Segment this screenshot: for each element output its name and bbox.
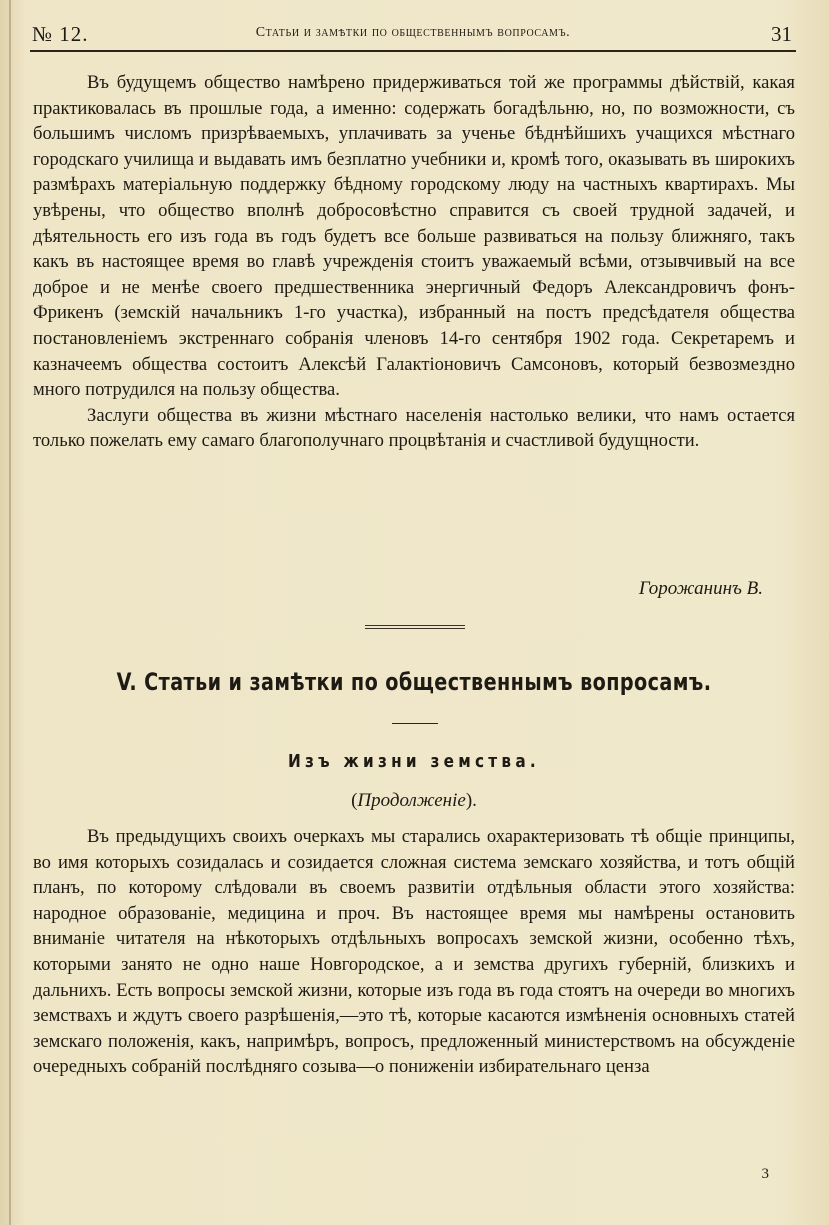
page-number: 31 (771, 22, 792, 46)
continued-label: Продолженіе (357, 790, 466, 811)
section-divider (365, 625, 465, 629)
article-title: Изъ жизни земства. (287, 751, 540, 772)
continued-note (33, 790, 795, 812)
article-body-2 (33, 824, 795, 1080)
paragraph: Заслуги общества въ жизни мѣстнаго населенія настолько велики, что намъ остается только пожелать ему самаго благополучнаго процвѣтанія и счастливой будущности. (33, 404, 795, 452)
paragraph: Въ предыдущихъ своихъ очеркахъ мы старались охарактеризовать тѣ общіе принципы, во имя которыхъ созидалась и созидается сложная система земскаго хозяйства, и тотъ общій планъ, по которому слѣдовали въ своемъ развитіи отдѣльныя области этого хозяйства: народное образованіе, медицина и проч. Въ настоящее время мы намѣрены остановить вниманіе читателя на нѣкоторыхъ отдѣльныхъ вопросахъ земской жизни, особенно тѣхъ, которыми занято не одно наше Новгородское, а и земства другихъ губерній, близкихъ и дальнихъ. Есть вопросы земской жизни, которые изъ года въ года стоятъ на очереди во многихъ земствахъ и ждутъ своего разрѣшенія,—это тѣ, которые касаются измѣненія основныхъ статей земскаго положенія, какъ, напримѣръ, вопросъ, предложенный министерствомъ на обсужденіе очередныхъ собраній послѣдняго созыва—о пониженіи избирательнаго ценза (33, 826, 795, 1078)
title-rule (392, 723, 438, 724)
issue-number: № 12. (32, 22, 89, 46)
running-header (30, 22, 796, 52)
continued-open: ( (351, 790, 358, 811)
author-signature: Горожанинъ В. (638, 578, 763, 599)
paragraph: Въ будущемъ общество намѣрено придерживаться той же программы дѣйствій, какая практиковалась въ прошлые года, а именно: содержать богадѣльню, но, по возможности, съ большимъ числомъ призрѣваемыхъ, уплачивать за ученье бѣднѣйшихъ учащихся мѣстнаго городскаго училища и выдавать имъ безплатно учебники и, кромѣ того, оказывать въ широкихъ размѣрахъ матеріальную поддержку бѣдному городскому люду на частныхъ квартирахъ. Мы увѣрены, что общество вполнѣ добросовѣстно справится съ своей трудной задачей, и дѣятельность его изъ года въ годъ будетъ все больше развиваться на пользу ближняго, такъ какъ въ настоящее время во главѣ учрежденія стоитъ уважаемый всѣми, отзывчивый на все доброе и не менѣе своего предшественника энергичный Федоръ Александровичъ фонъ-Фрикенъ (земскій начальникъ 1-го участка), избранный на постъ предсѣдателя общества постановленіемъ экстреннаго собранія членовъ 14-го сентября 1902 года. Секретаремъ и казначеемъ общества состоитъ Алексѣй Галактіоновичъ Самсоновъ, который безвозмездно много потрудился на пользу общества. (33, 72, 795, 401)
continued-close: ). (465, 790, 477, 811)
binding-edge (9, 0, 11, 1225)
running-title: Статьи и замѣтки по общественнымъ вопросамъ. (255, 25, 571, 40)
section-title: V. Статьи и замѣтки по общественнымъ вопросамъ. (116, 668, 712, 696)
signature-mark: 3 (761, 1166, 769, 1182)
article-body-1 (33, 70, 795, 454)
